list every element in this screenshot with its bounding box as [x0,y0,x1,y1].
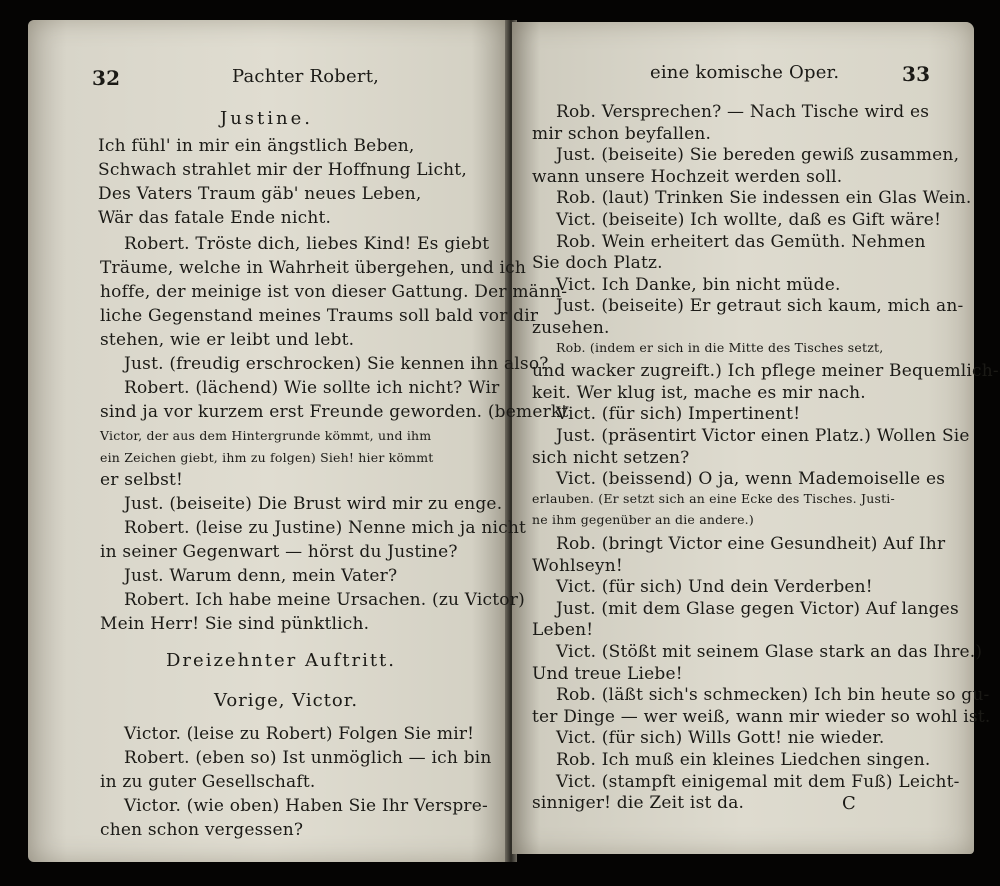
text-line: liche Gegenstand meines Traums soll bald vor dir [100,306,539,326]
text-line: Vict. (beiseite) Ich wollte, daß es Gift wäre! [556,210,942,230]
text-line: Vict. (für sich) Impertinent! [556,404,801,425]
text-line: sinniger! die Zeit ist da. [532,793,745,814]
scene-cast: Vorige, Victor. [214,690,359,711]
text-line: Mein Herr! Sie sind pünktlich. [100,614,370,634]
text-line: in zu guter Gesellschaft. [100,772,316,792]
text-line: Leben! [532,620,594,641]
text-line: Just. (mit dem Glase gegen Victor) Auf langes [556,598,959,619]
text-line: Just. (beiseite) Sie bereden gewiß zusammen, [556,145,960,166]
text-line: Rob. (laut) Trinken Sie indessen ein Glas Wein. [556,188,972,209]
text-line: ter Dinge — wer weiß, wann mir wieder so wohl ist. [532,706,991,727]
text-line: Robert. (lächend) Wie sollte ich nicht? Wir [124,378,500,398]
text-line: mir schon beyfallen. [532,123,712,144]
text-line: Wär das fatale Ende nicht. [98,208,332,228]
text-line: chen schon vergessen? [100,820,304,840]
text-line: hoffe, der meinige ist von dieser Gattung. Der männ- [100,282,568,302]
text-line: Vict. (beissend) O ja, wenn Mademoiselle es [556,469,946,490]
text-line: Robert. (leise zu Justine) Nenne mich ja nicht [124,518,527,538]
text-line: Just. (beiseite) Die Brust wird mir zu enge. [124,494,503,514]
text-line: Und treue Liebe! [532,663,683,684]
text-line: Victor. (leise zu Robert) Folgen Sie mir! [124,724,475,744]
left-page-number: 32 [92,66,121,90]
text-line: Vict. (für sich) Wills Gott! nie wieder. [556,728,885,749]
text-line: erlauben. (Er setzt sich an eine Ecke des Tisches. Justi- [532,490,895,506]
text-line: Rob. Wein erheitert das Gemüth. Nehmen [556,231,926,252]
text-line: Vict. (stampft einigemal mit dem Fuß) Leicht- [556,771,960,792]
left-running-head: Pachter Robert, [232,66,380,87]
text-line: Wohlseyn! [532,555,623,576]
text-line: Des Vaters Traum gäb' neues Leben, [98,184,422,204]
text-line: Just. (beiseite) Er getraut sich kaum, mich an- [556,296,964,317]
speaker-heading: Justine. [220,108,314,129]
text-line: Victor. (wie oben) Haben Sie Ihr Verspre- [124,796,488,816]
text-line: stehen, wie er leibt und lebt. [100,330,355,350]
text-line: Robert. Ich habe meine Ursachen. (zu Victor) [124,590,525,610]
text-line: Robert. Tröste dich, liebes Kind! Es giebt [124,234,490,254]
text-line: Vict. (Stößt mit seinem Glase stark an das Ihre.) [556,642,983,662]
signature-mark: C [842,793,856,815]
text-line: sind ja vor kurzem erst Freunde geworden. (bemerkt [100,402,569,422]
text-line: Rob. (läßt sich's schmecken) Ich bin heute so gu- [556,685,990,706]
text-line: Rob. (indem er sich in die Mitte des Tisches setzt, [556,339,884,355]
text-line: Just. Warum denn, mein Vater? [124,566,398,586]
text-line: Just. (präsentirt Victor einen Platz.) Wollen Sie [556,426,970,446]
text-line: ein Zeichen giebt, ihm zu folgen) Sieh! hier kömmt [100,450,434,465]
text-line: sich nicht setzen? [532,447,690,468]
text-line: Just. (freudig erschrocken) Sie kennen ihn also? [124,354,549,374]
text-line: Rob. Ich muß ein kleines Liedchen singen. [556,750,931,770]
text-line: zusehen. [532,318,610,338]
text-line: Träume, welche in Wahrheit übergehen, und ich [100,258,527,278]
text-line: Sie doch Platz. [532,253,663,274]
right-page-number: 33 [902,62,931,86]
text-line: in seiner Gegenwart — hörst du Justine? [100,542,458,562]
text-line: Rob. (bringt Victor eine Gesundheit) Auf Ihr [556,534,946,554]
text-line: er selbst! [100,470,184,490]
text-line: Vict. (für sich) Und dein Verderben! [556,577,873,598]
text-line: wann unsere Hochzeit werden soll. [532,166,843,187]
text-line: Vict. Ich Danke, bin nicht müde. [556,274,841,295]
text-line: und wacker zugreift.) Ich pflege meiner Bequemlich- [532,361,999,382]
text-line: Rob. Versprechen? — Nach Tische wird es [556,102,930,122]
text-line: ne ihm gegenüber an die andere.) [532,512,754,528]
text-line: keit. Wer klug ist, mache es mir nach. [532,382,866,403]
text-line: Schwach strahlet mir der Hoffnung Licht, [98,160,467,180]
text-line: Ich fühl' in mir ein ängstlich Beben, [98,136,415,156]
text-line: Victor, der aus dem Hintergrunde kömmt, und ihm [100,428,432,443]
scene-title: Dreizehnter Auftritt. [166,650,397,671]
right-running-head: eine komische Oper. [650,62,840,83]
text-line: Robert. (eben so) Ist unmöglich — ich bin [124,748,492,768]
